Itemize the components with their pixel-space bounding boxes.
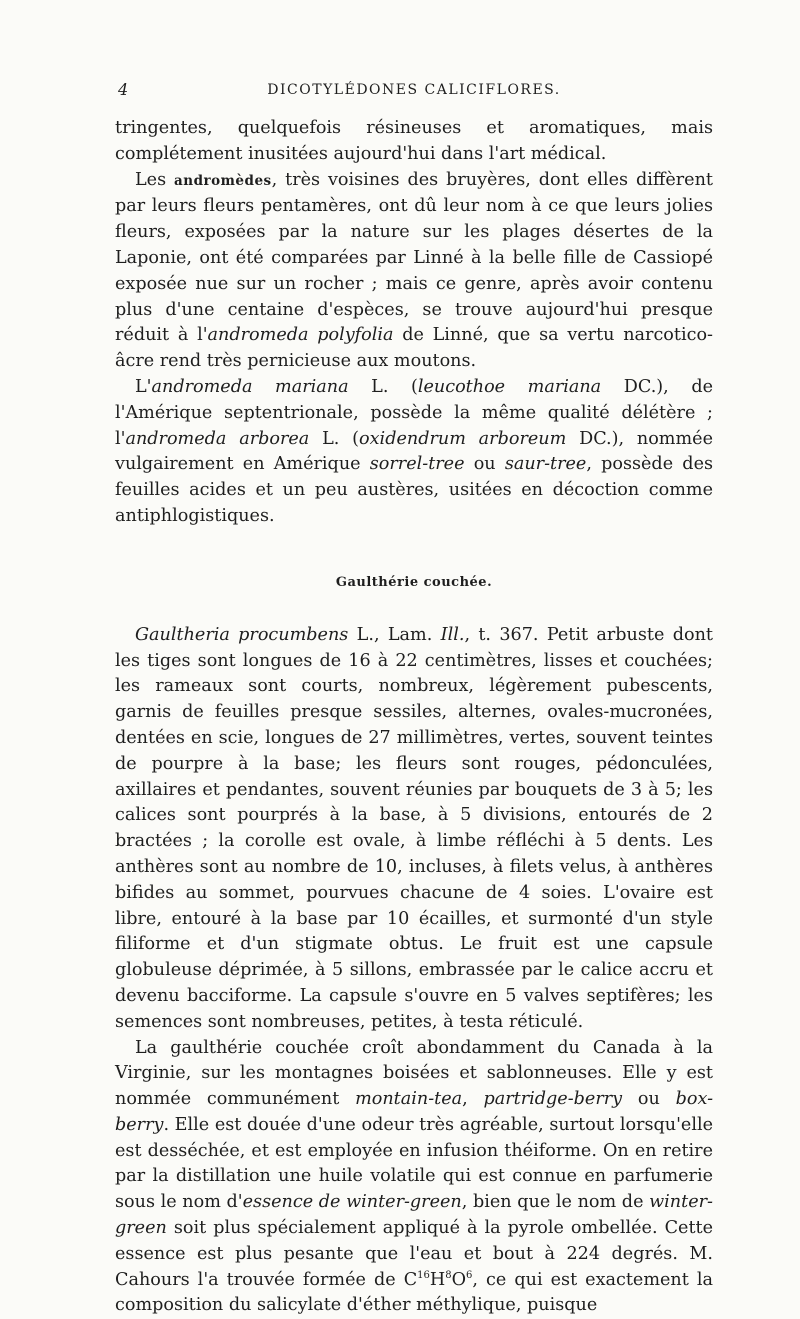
paragraph-continuation: tringentes, quelquefois résineuses et aromatiques, mais complétement inusitées aujourd'hui dans l'art médical. xyxy=(115,116,713,168)
section-heading: Gaulthérie couchée. xyxy=(115,575,713,590)
paragraph-andromedes: Les andromèdes, très voisines des bruyères, dont elles diffèrent par leurs fleurs pentamères, ont dû leur nom à ce que leurs jolies fleurs, exposées par la nature sur les plages désertes de la Laponie, ont été comparées par Linné à la belle fille de Cassiopé exposée nue sur un rocher ; mais ce genre, après avoir contenu plus d'une centaine d'espèces, se trouve aujourd'hui presque réduit à l'andromeda polyfolia de Linné, que sa vertu narcotico-âcre rend très pernicieuse aux moutons. xyxy=(115,168,713,375)
paragraph-habitat: La gaulthérie couchée croît abondamment du Canada à la Virginie, sur les montagnes boisées et sablonneuses. Elle y est nommée communément montain-tea, partridge-berry ou box-berry. Elle est douée d'une odeur très agréable, surtout lorsqu'elle est desséchée, et est employée en infusion théiforme. On en retire par la distillation une huile volatile qui est connue en parfumerie sous le nom d'essence de winter-green, bien que le nom de winter-green soit plus spécialement appliqué à la pyrole ombellée. Cette essence est plus pesante que l'eau et bout à 224 degrés. M. Cahours l'a trouvée formée de $C^{16}H^8O^6$, ce qui est exactement la composition du salicylate d'éther méthylique, puisque xyxy=(115,1036,713,1319)
page-number: 4 xyxy=(118,80,130,99)
paragraph-description: Gaultheria procumbens L., Lam. Ill., t. 367. Petit arbuste dont les tiges sont longues de 16 à 22 centimètres, lisses et couchées; les rameaux sont courts, nombreux, légèrement pubescents, garnis de feuilles presque sessiles, alternes, ovales-mucronées, dentées en scie, longues de 27 millimètres, vertes, souvent teintes de pourpre à la base; les fleurs sont rouges, pédonculées, axillaires et pendantes, souvent réunies par bouquets de 3 à 5; les calices sont pourprés à la base, à 5 divisions, entourés de 2 bractées ; la corolle est ovale, à limbe réfléchi à 5 dents. Les anthères sont au nombre de 10, incluses, à filets velus, à anthères bifides au sommet, pourvues chacune de 4 soies. L'ovaire est libre, entouré à la base par 10 écailles, et surmonté d'un style filiforme et d'un stigmate obtus. Le fruit est une capsule globuleuse déprimée, à 5 sillons, embrassée par le calice accru et devenu bacciforme. La capsule s'ouvre en 5 valves septifères; les semences sont nombreuses, petites, à testa réticulé. xyxy=(115,623,713,1036)
chemical-formula: $C^{16}H^8O^6$ xyxy=(404,1270,473,1290)
paragraph-andromeda-mariana: L'andromeda mariana L. (leucothoe mariana DC.), de l'Amérique septentrionale, possède la même qualité délétère ; l'andromeda arborea L. (oxidendrum arboreum DC.), nommée vulgairement en Amérique sorrel-tree ou saur-tree, possède des feuilles acides et un peu austères, usitées en décoction comme antiphlogistiques. xyxy=(115,375,713,530)
term-andromedes: andromèdes xyxy=(174,173,272,189)
running-title: DICOTYLÉDONES CALICIFLORES. xyxy=(115,82,713,98)
book-page xyxy=(115,80,713,1319)
running-head xyxy=(115,80,713,116)
